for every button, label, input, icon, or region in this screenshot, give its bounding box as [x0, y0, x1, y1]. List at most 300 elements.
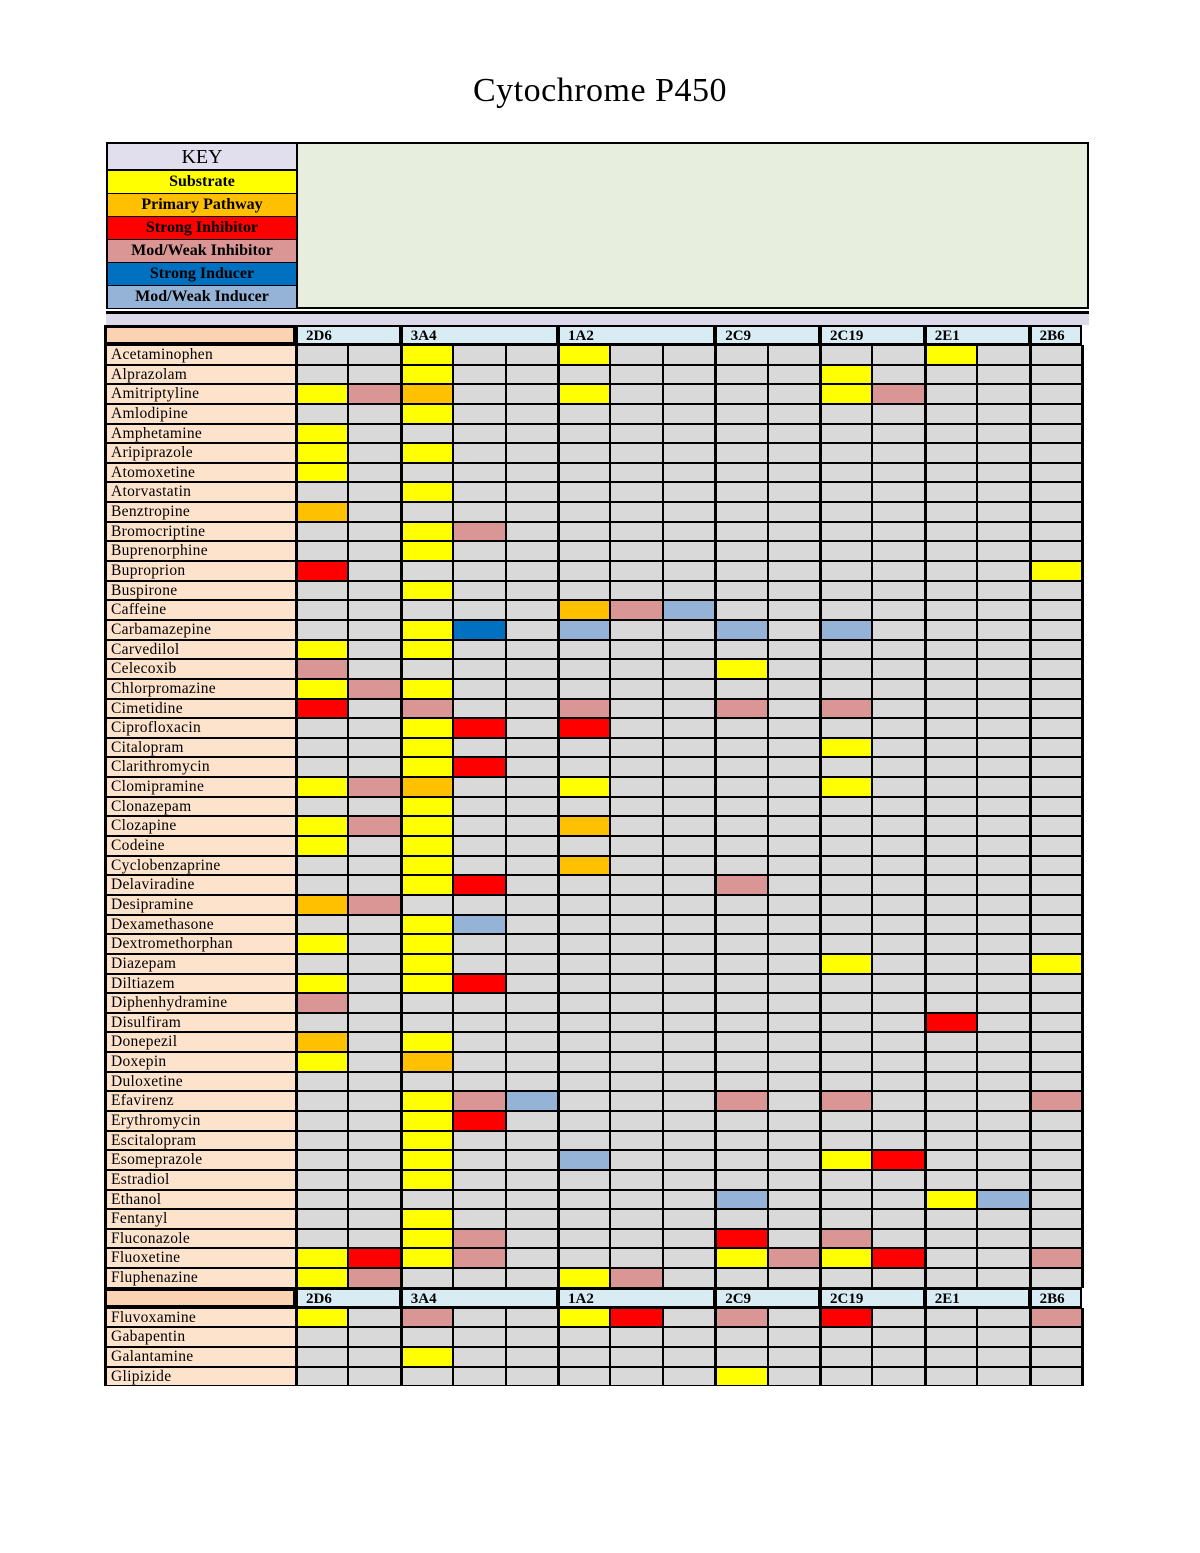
cell-2c19-1 [820, 1209, 872, 1229]
group-separator [924, 640, 927, 660]
group-separator [714, 1347, 717, 1367]
cell-3a4-3 [506, 1072, 558, 1092]
cell-2e1-2 [977, 738, 1029, 758]
cell-2b6-1 [1030, 1209, 1082, 1229]
cell-2d6-1 [296, 1032, 348, 1052]
cell-3a4-3 [506, 365, 558, 385]
group-separator [714, 443, 717, 463]
cell-2e1-2 [977, 1248, 1029, 1268]
cell-3a4-1 [401, 679, 453, 699]
group-separator [400, 954, 403, 974]
cell-2c19-2 [872, 699, 924, 719]
cell-1a2-2 [610, 404, 662, 424]
cell-2e1-2 [977, 718, 1029, 738]
cell-3a4-1 [401, 718, 453, 738]
cell-2d6-1 [296, 1248, 348, 1268]
drug-name: Clozapine [104, 816, 296, 836]
cell-2c9-2 [768, 640, 820, 660]
cell-1a2-2 [610, 482, 662, 502]
cell-2e1-1 [925, 640, 977, 660]
group-separator [714, 1268, 717, 1288]
group-separator [295, 1170, 298, 1190]
cell-2b6-1 [1030, 699, 1082, 719]
cell-2b6-1 [1030, 384, 1082, 404]
cell-3a4-1 [401, 659, 453, 679]
group-separator [819, 993, 822, 1013]
cell-2d6-2 [348, 915, 400, 935]
cell-3a4-3 [506, 502, 558, 522]
group-separator [1081, 541, 1084, 561]
cell-2c9-2 [768, 777, 820, 797]
cell-1a2-3 [663, 522, 715, 542]
group-separator [1029, 699, 1032, 719]
cell-2d6-1 [296, 640, 348, 660]
group-separator [1081, 1131, 1084, 1151]
group-separator [1081, 718, 1084, 738]
cell-3a4-1 [401, 934, 453, 954]
group-separator [295, 1308, 298, 1328]
cell-3a4-3 [506, 974, 558, 994]
cell-1a2-2 [610, 699, 662, 719]
cell-3a4-3 [506, 757, 558, 777]
cell-1a2-1 [558, 738, 610, 758]
cell-3a4-1 [401, 895, 453, 915]
cell-3a4-2 [453, 1268, 505, 1288]
cell-1a2-2 [610, 522, 662, 542]
cell-3a4-1 [401, 463, 453, 483]
cell-2e1-1 [925, 718, 977, 738]
cell-2c19-2 [872, 620, 924, 640]
group-separator [557, 1131, 560, 1151]
cell-2e1-2 [977, 1367, 1029, 1387]
cell-1a2-2 [610, 993, 662, 1013]
drug-name: Fluoxetine [104, 1248, 296, 1268]
group-separator [714, 404, 717, 424]
cell-1a2-1 [558, 1190, 610, 1210]
cell-2c19-1 [820, 1131, 872, 1151]
cell-3a4-1 [401, 1072, 453, 1092]
cell-2e1-2 [977, 816, 1029, 836]
cell-3a4-2 [453, 424, 505, 444]
group-separator [1029, 934, 1032, 954]
cell-1a2-3 [663, 816, 715, 836]
table-row [104, 816, 1092, 836]
cell-2c9-1 [715, 463, 767, 483]
cell-2e1-2 [977, 974, 1029, 994]
group-separator [400, 502, 403, 522]
cell-2c9-1 [715, 600, 767, 620]
cell-2c19-1 [820, 443, 872, 463]
drug-name: Glipizide [104, 1367, 296, 1387]
cell-3a4-1 [401, 777, 453, 797]
cell-1a2-2 [610, 738, 662, 758]
cell-1a2-3 [663, 1013, 715, 1033]
cell-1a2-1 [558, 620, 610, 640]
group-separator [295, 541, 298, 561]
enzyme-header-3a4: 3A4 [401, 325, 558, 345]
cell-1a2-3 [663, 974, 715, 994]
cell-2b6-1 [1030, 365, 1082, 385]
cell-2c19-1 [820, 1367, 872, 1387]
cell-2c9-2 [768, 384, 820, 404]
group-separator [557, 954, 560, 974]
cell-1a2-3 [663, 718, 715, 738]
cell-1a2-3 [663, 1150, 715, 1170]
cell-2c19-2 [872, 954, 924, 974]
group-separator [924, 1111, 927, 1131]
table-row [104, 561, 1092, 581]
cell-2d6-2 [348, 620, 400, 640]
cell-3a4-3 [506, 1229, 558, 1249]
cell-1a2-1 [558, 345, 610, 365]
cell-2c19-2 [872, 1347, 924, 1367]
drug-name: Amlodipine [104, 404, 296, 424]
section-divider-strip [106, 314, 1089, 325]
cell-2d6-2 [348, 1150, 400, 1170]
cell-3a4-3 [506, 816, 558, 836]
cell-3a4-2 [453, 404, 505, 424]
cell-2e1-1 [925, 1209, 977, 1229]
cell-2c19-2 [872, 934, 924, 954]
cell-1a2-1 [558, 699, 610, 719]
cell-2c19-1 [820, 561, 872, 581]
group-separator [557, 797, 560, 817]
table-row [104, 777, 1092, 797]
cell-1a2-2 [610, 836, 662, 856]
cell-1a2-2 [610, 1170, 662, 1190]
table-row [104, 1327, 1092, 1347]
cell-2c9-1 [715, 659, 767, 679]
cell-3a4-1 [401, 816, 453, 836]
cell-1a2-1 [558, 797, 610, 817]
cell-2b6-1 [1030, 620, 1082, 640]
group-separator [400, 836, 403, 856]
cell-1a2-3 [663, 443, 715, 463]
cell-2d6-1 [296, 816, 348, 836]
cell-2d6-2 [348, 777, 400, 797]
cell-3a4-2 [453, 934, 505, 954]
group-separator [557, 974, 560, 994]
cell-2e1-1 [925, 836, 977, 856]
group-separator [400, 404, 403, 424]
cell-3a4-1 [401, 522, 453, 542]
cell-2c9-2 [768, 345, 820, 365]
drug-name: Fluconazole [104, 1229, 296, 1249]
group-separator [1081, 522, 1084, 542]
cell-2d6-2 [348, 856, 400, 876]
cell-1a2-3 [663, 1032, 715, 1052]
cell-3a4-3 [506, 738, 558, 758]
cell-2e1-1 [925, 659, 977, 679]
cell-2c19-2 [872, 718, 924, 738]
cell-1a2-2 [610, 581, 662, 601]
cell-1a2-3 [663, 365, 715, 385]
cell-2e1-1 [925, 816, 977, 836]
cell-2c19-2 [872, 522, 924, 542]
group-separator [295, 1347, 298, 1367]
cell-2b6-1 [1030, 1327, 1082, 1347]
cell-1a2-1 [558, 1111, 610, 1131]
cell-1a2-2 [610, 1131, 662, 1151]
group-separator [819, 1367, 822, 1387]
cell-2c9-1 [715, 777, 767, 797]
cell-1a2-3 [663, 1072, 715, 1092]
cell-2c19-1 [820, 1248, 872, 1268]
drug-name: Cimetidine [104, 699, 296, 719]
cell-1a2-3 [663, 757, 715, 777]
group-separator [1029, 757, 1032, 777]
cell-2c9-2 [768, 856, 820, 876]
cell-3a4-3 [506, 1013, 558, 1033]
cell-2c9-2 [768, 581, 820, 601]
enzyme-header-2c19: 2C19 [820, 1288, 925, 1308]
table-row [104, 993, 1092, 1013]
group-separator [714, 1091, 717, 1111]
cell-2d6-2 [348, 1111, 400, 1131]
cell-2c19-1 [820, 659, 872, 679]
cell-3a4-2 [453, 659, 505, 679]
cell-2c19-2 [872, 1111, 924, 1131]
cell-2e1-1 [925, 620, 977, 640]
cell-1a2-2 [610, 345, 662, 365]
group-separator [924, 1229, 927, 1249]
cell-3a4-1 [401, 620, 453, 640]
table-row [104, 659, 1092, 679]
group-separator [295, 816, 298, 836]
cell-2e1-2 [977, 463, 1029, 483]
cell-2c19-1 [820, 424, 872, 444]
group-separator [1081, 1032, 1084, 1052]
group-separator [819, 1209, 822, 1229]
group-separator [714, 699, 717, 719]
cell-2d6-2 [348, 1190, 400, 1210]
cell-1a2-3 [663, 797, 715, 817]
cell-3a4-1 [401, 1367, 453, 1387]
cell-2b6-1 [1030, 915, 1082, 935]
cell-2c19-2 [872, 659, 924, 679]
cell-2c9-1 [715, 875, 767, 895]
cell-2c9-1 [715, 993, 767, 1013]
group-separator [400, 1190, 403, 1210]
group-separator [714, 738, 717, 758]
cell-2c9-2 [768, 522, 820, 542]
cell-3a4-2 [453, 600, 505, 620]
cell-2c19-1 [820, 463, 872, 483]
group-separator [714, 1013, 717, 1033]
group-separator [295, 1131, 298, 1151]
group-separator [1029, 1111, 1032, 1131]
cell-3a4-1 [401, 1091, 453, 1111]
group-separator [924, 600, 927, 620]
cell-2d6-1 [296, 777, 348, 797]
cell-3a4-1 [401, 1209, 453, 1229]
cell-3a4-2 [453, 345, 505, 365]
cell-2c9-2 [768, 836, 820, 856]
cell-3a4-2 [453, 1072, 505, 1092]
cell-1a2-3 [663, 856, 715, 876]
group-separator [819, 836, 822, 856]
group-separator [1029, 482, 1032, 502]
group-separator [1081, 934, 1084, 954]
cell-2c9-1 [715, 1367, 767, 1387]
group-separator [400, 522, 403, 542]
cell-3a4-2 [453, 738, 505, 758]
cell-2b6-1 [1030, 797, 1082, 817]
cell-3a4-1 [401, 1052, 453, 1072]
cell-2c19-1 [820, 777, 872, 797]
cell-2c19-2 [872, 836, 924, 856]
group-separator [1081, 797, 1084, 817]
cell-2c9-1 [715, 1032, 767, 1052]
group-separator [819, 875, 822, 895]
cell-3a4-1 [401, 424, 453, 444]
cell-3a4-1 [401, 699, 453, 719]
cell-3a4-2 [453, 640, 505, 660]
cell-1a2-3 [663, 1367, 715, 1387]
table-row [104, 404, 1092, 424]
cell-2c19-1 [820, 934, 872, 954]
cell-2c9-2 [768, 1327, 820, 1347]
group-separator [1029, 993, 1032, 1013]
drug-name: Chlorpromazine [104, 679, 296, 699]
cell-2c9-2 [768, 1308, 820, 1328]
group-separator [924, 797, 927, 817]
cell-2e1-2 [977, 640, 1029, 660]
cell-3a4-1 [401, 836, 453, 856]
group-separator [819, 777, 822, 797]
cell-2c19-2 [872, 600, 924, 620]
cell-2c9-1 [715, 1308, 767, 1328]
cell-3a4-2 [453, 561, 505, 581]
cell-2e1-2 [977, 915, 1029, 935]
cell-2c9-1 [715, 365, 767, 385]
cell-2c9-1 [715, 640, 767, 660]
cell-1a2-2 [610, 1111, 662, 1131]
cell-1a2-2 [610, 659, 662, 679]
cell-2b6-1 [1030, 345, 1082, 365]
group-separator [1029, 443, 1032, 463]
cell-1a2-1 [558, 679, 610, 699]
cell-2c9-1 [715, 1111, 767, 1131]
group-separator [295, 659, 298, 679]
cell-1a2-1 [558, 463, 610, 483]
cell-3a4-1 [401, 443, 453, 463]
group-separator [819, 1308, 822, 1328]
drug-name: Efavirenz [104, 1091, 296, 1111]
cell-2b6-1 [1030, 1248, 1082, 1268]
cell-2d6-2 [348, 1013, 400, 1033]
cell-2e1-1 [925, 1367, 977, 1387]
cell-2c19-1 [820, 757, 872, 777]
cell-3a4-1 [401, 1229, 453, 1249]
group-separator [1081, 895, 1084, 915]
group-separator [924, 699, 927, 719]
cell-2c9-2 [768, 1170, 820, 1190]
cell-3a4-2 [453, 1170, 505, 1190]
drug-name: Fentanyl [104, 1209, 296, 1229]
cell-2b6-1 [1030, 757, 1082, 777]
cell-3a4-1 [401, 581, 453, 601]
table-row [104, 856, 1092, 876]
group-separator [295, 699, 298, 719]
group-separator [295, 482, 298, 502]
drug-name: Gabapentin [104, 1327, 296, 1347]
group-separator [1029, 1131, 1032, 1151]
table-row [104, 738, 1092, 758]
cell-1a2-2 [610, 797, 662, 817]
group-separator [1029, 463, 1032, 483]
group-separator [924, 424, 927, 444]
group-separator [819, 424, 822, 444]
cell-1a2-1 [558, 718, 610, 738]
group-separator [295, 1327, 298, 1347]
group-separator [400, 443, 403, 463]
cell-1a2-2 [610, 974, 662, 994]
cell-2b6-1 [1030, 541, 1082, 561]
cell-3a4-1 [401, 1248, 453, 1268]
group-separator [819, 443, 822, 463]
drug-name: Celecoxib [104, 659, 296, 679]
group-separator [1081, 875, 1084, 895]
group-separator [400, 1209, 403, 1229]
group-separator [819, 699, 822, 719]
drug-name: Acetaminophen [104, 345, 296, 365]
cell-1a2-2 [610, 384, 662, 404]
cell-2c9-1 [715, 934, 767, 954]
cell-1a2-2 [610, 1013, 662, 1033]
group-separator [924, 482, 927, 502]
group-separator [400, 561, 403, 581]
table-row [104, 600, 1092, 620]
group-separator [1029, 915, 1032, 935]
group-separator [557, 482, 560, 502]
cell-1a2-3 [663, 1347, 715, 1367]
drug-name: Donepezil [104, 1032, 296, 1052]
cell-2d6-2 [348, 895, 400, 915]
group-separator [1029, 974, 1032, 994]
group-separator [557, 463, 560, 483]
group-separator [1081, 1248, 1084, 1268]
cell-2c9-2 [768, 1248, 820, 1268]
group-separator [557, 561, 560, 581]
cell-2b6-1 [1030, 404, 1082, 424]
cell-3a4-3 [506, 561, 558, 581]
cell-2e1-1 [925, 404, 977, 424]
drug-name: Clonazepam [104, 797, 296, 817]
group-separator [400, 1052, 403, 1072]
cell-2c19-1 [820, 541, 872, 561]
cell-2c19-1 [820, 915, 872, 935]
cell-2c9-2 [768, 1367, 820, 1387]
cell-3a4-1 [401, 954, 453, 974]
drug-name: Delaviradine [104, 875, 296, 895]
cell-2d6-1 [296, 1190, 348, 1210]
cell-3a4-3 [506, 875, 558, 895]
cell-3a4-1 [401, 974, 453, 994]
cell-2c9-1 [715, 1327, 767, 1347]
group-separator [924, 993, 927, 1013]
cell-2e1-2 [977, 1347, 1029, 1367]
drug-name: Bromocriptine [104, 522, 296, 542]
cell-2c19-1 [820, 699, 872, 719]
cell-2d6-1 [296, 1052, 348, 1072]
cell-3a4-1 [401, 1013, 453, 1033]
cell-2e1-1 [925, 1111, 977, 1131]
group-separator [1029, 836, 1032, 856]
cell-3a4-1 [401, 915, 453, 935]
cell-2c19-1 [820, 718, 872, 738]
cell-1a2-1 [558, 1209, 610, 1229]
